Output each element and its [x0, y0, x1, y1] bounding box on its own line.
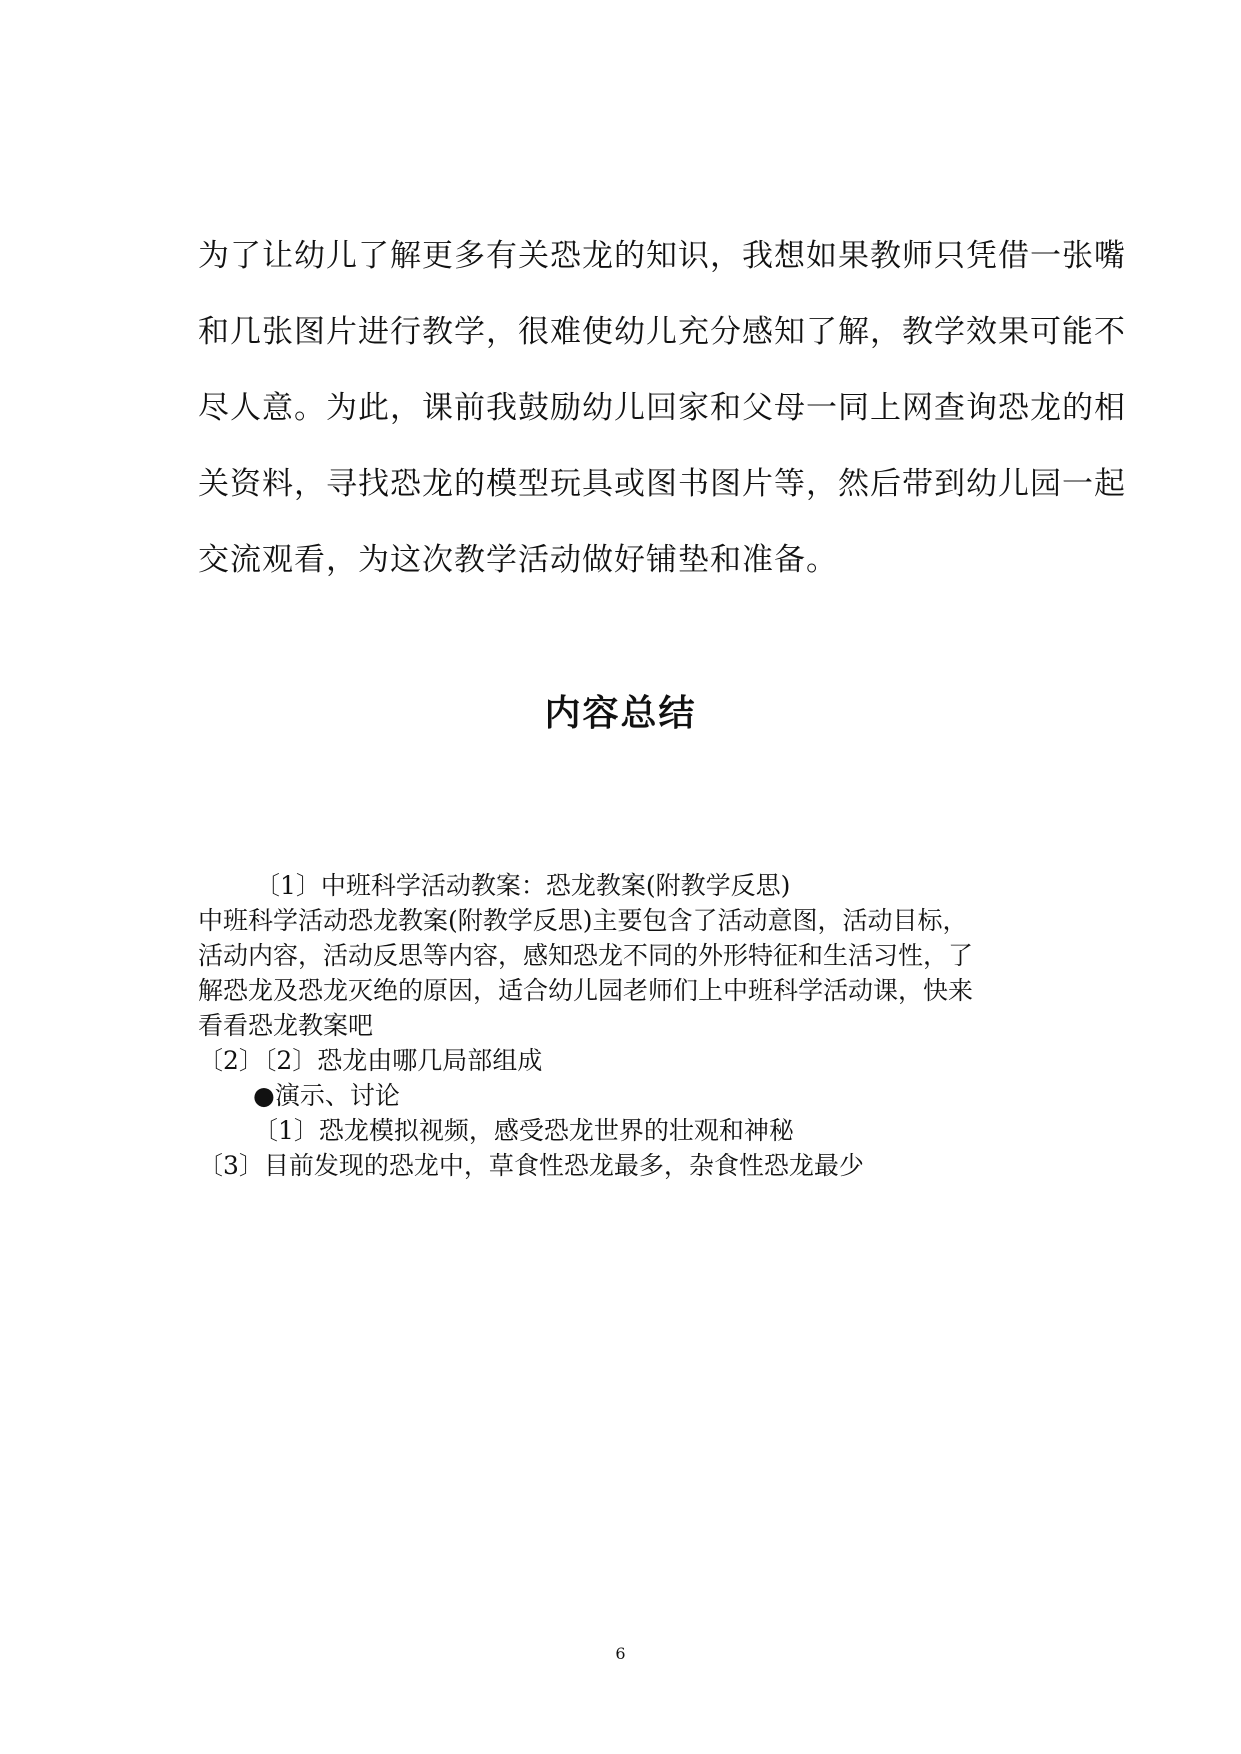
summary-item-3: 〔3〕目前发现的恐龙中，草食性恐龙最多，杂食性恐龙最少 [198, 1151, 864, 1180]
summary-item-1-text-line-1: 中班科学活动恐龙教案(附教学反思)主要包含了活动意图，活动目标， [198, 906, 968, 935]
summary-item-1-text-line-4: 看看恐龙教案吧 [198, 1011, 374, 1040]
summary-item-1-text-line-2: 活动内容，活动反思等内容，感知恐龙不同的外形特征和生活习性，了 [198, 941, 974, 970]
summary-sub-item: 〔1〕恐龙模拟视频，感受恐龙世界的壮观和神秘 [253, 1116, 794, 1145]
summary-bullet: ●演示、讨论 [253, 1081, 400, 1110]
summary-item-2: 〔2〕〔2〕恐龙由哪几局部组成 [198, 1046, 543, 1075]
body-line-4: 关资料，寻找恐龙的模型玩具或图书图片等，然后带到幼儿园一起 [198, 466, 1126, 502]
body-line-3: 尽人意。为此，课前我鼓励幼儿回家和父母一同上网查询恐龙的相 [198, 390, 1126, 426]
summary-section [198, 868, 1058, 1183]
body-paragraph [198, 230, 1126, 610]
summary-item-1-heading: 〔1〕中班科学活动教案：恐龙教案(附教学反思) [255, 871, 791, 900]
page-number: 6 [615, 1644, 626, 1663]
body-line-5: 交流观看，为这次教学活动做好铺垫和准备。 [198, 542, 838, 578]
summary-title: 内容总结 [544, 693, 697, 734]
body-line-2: 和几张图片进行教学，很难使幼儿充分感知了解，教学效果可能不 [198, 314, 1126, 350]
summary-item-1-text-line-3: 解恐龙及恐龙灭绝的原因，适合幼儿园老师们上中班科学活动课，快来 [198, 976, 974, 1005]
body-line-1: 为了让幼儿了解更多有关恐龙的知识，我想如果教师只凭借一张嘴 [198, 238, 1126, 274]
